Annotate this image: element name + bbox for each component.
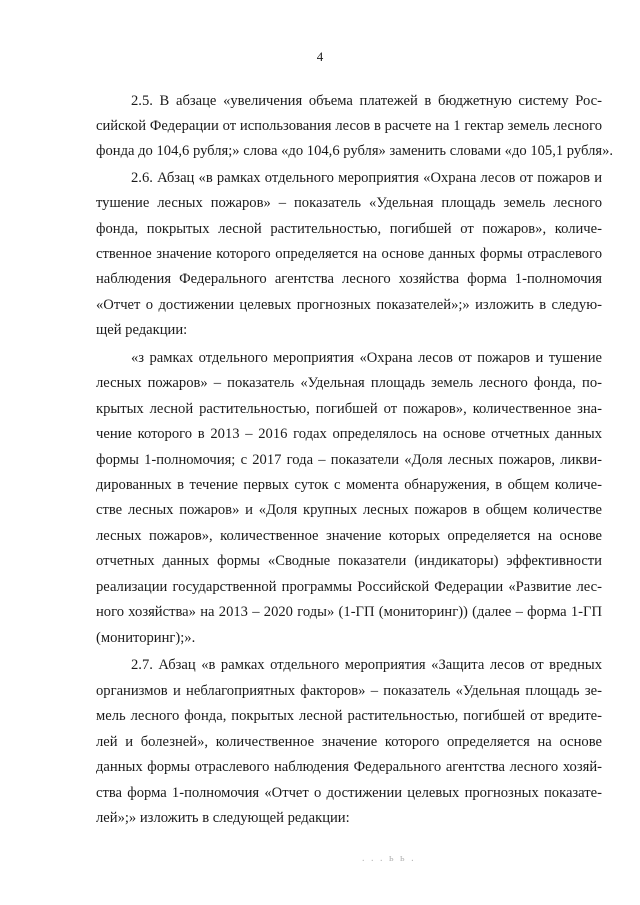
text-line: крытых лесной растительностью, погибшей от пожаров», количественное зна- bbox=[96, 401, 602, 417]
text-line: тушение лесных пожаров» – показатель «Удельная площадь земель лесного bbox=[96, 195, 602, 211]
text-line: реализации государственной программы Российской Федерации «Развитие лес- bbox=[96, 579, 602, 595]
text-line: наблюдения Федерального агентства лесного хозяйства форма 1-полномочия bbox=[96, 271, 602, 287]
text-line: лей и болезней», количественное значение которого определяется на основе bbox=[96, 734, 602, 750]
text-line: 2.7. Абзац «в рамках отдельного мероприятия «Защита лесов от вредных bbox=[131, 657, 602, 673]
text-line: «з рамках отдельного мероприятия «Охрана лесов от пожаров и тушение bbox=[131, 350, 602, 366]
text-line: 2.6. Абзац «в рамках отдельного мероприятия «Охрана лесов от пожаров и bbox=[131, 170, 602, 186]
text-line: организмов и неблагоприятных факторов» – показатель «Удельная площадь зе- bbox=[96, 683, 602, 699]
text-line: 2.5. В абзаце «увеличения объема платежей в бюджетную систему Рос- bbox=[131, 93, 602, 109]
text-line: чение которого в 2013 – 2016 годах определялось на основе отчетных данных bbox=[96, 426, 602, 442]
page-number: 4 bbox=[316, 49, 324, 64]
text-line: мель лесного фонда, покрытых лесной растительностью, погибшей от вредите- bbox=[96, 708, 602, 724]
text-line: (мониторинг);». bbox=[96, 630, 196, 646]
text-line: лесных пожаров» – показатель «Удельная площадь земель лесного фонда, по- bbox=[96, 375, 602, 391]
text-line: лей»;» изложить в следующей редакции: bbox=[96, 810, 350, 826]
text-line: щей редакции: bbox=[96, 322, 188, 338]
text-line: ства форма 1-полномочия «Отчет о достижении целевых прогнозных показате- bbox=[96, 785, 602, 801]
text-line: данных формы отраслевого наблюдения Федерального агентства лесного хозяй- bbox=[96, 759, 602, 775]
text-line: дированных в течение первых суток с момента обнаружения, в общем количе- bbox=[96, 477, 602, 493]
text-line: фонда, покрытых лесной растительностью, погибшей от пожаров», количе- bbox=[96, 221, 602, 237]
text-line: ного хозяйства» на 2013 – 2020 годы» (1-ГП (мониторинг)) (далее – форма 1-ГП bbox=[96, 604, 602, 620]
text-line: ственное значение которого определяется на основе данных формы отраслевого bbox=[96, 246, 602, 262]
scan-artifact: . . . ь ь . bbox=[362, 853, 416, 864]
text-line: фонда до 104,6 рубля;» слова «до 104,6 рубля» заменить словами «до 105,1 рубля». bbox=[96, 143, 614, 159]
text-line: лесных пожаров», количественное значение которых определяется на основе bbox=[96, 528, 602, 544]
text-line: стве лесных пожаров» и «Доля крупных лесных пожаров в общем количестве bbox=[96, 502, 602, 518]
text-line: сийской Федерации от использования лесов в расчете на 1 гектар земель лесного bbox=[96, 118, 602, 134]
text-line: отчетных данных формы «Сводные показатели (индикаторы) эффективности bbox=[96, 553, 602, 569]
text-line: «Отчет о достижении целевых прогнозных показателей»;» изложить в следую- bbox=[96, 297, 602, 313]
text-line: формы 1-полномочия; с 2017 года – показатели «Доля лесных пожаров, ликви- bbox=[96, 452, 602, 468]
